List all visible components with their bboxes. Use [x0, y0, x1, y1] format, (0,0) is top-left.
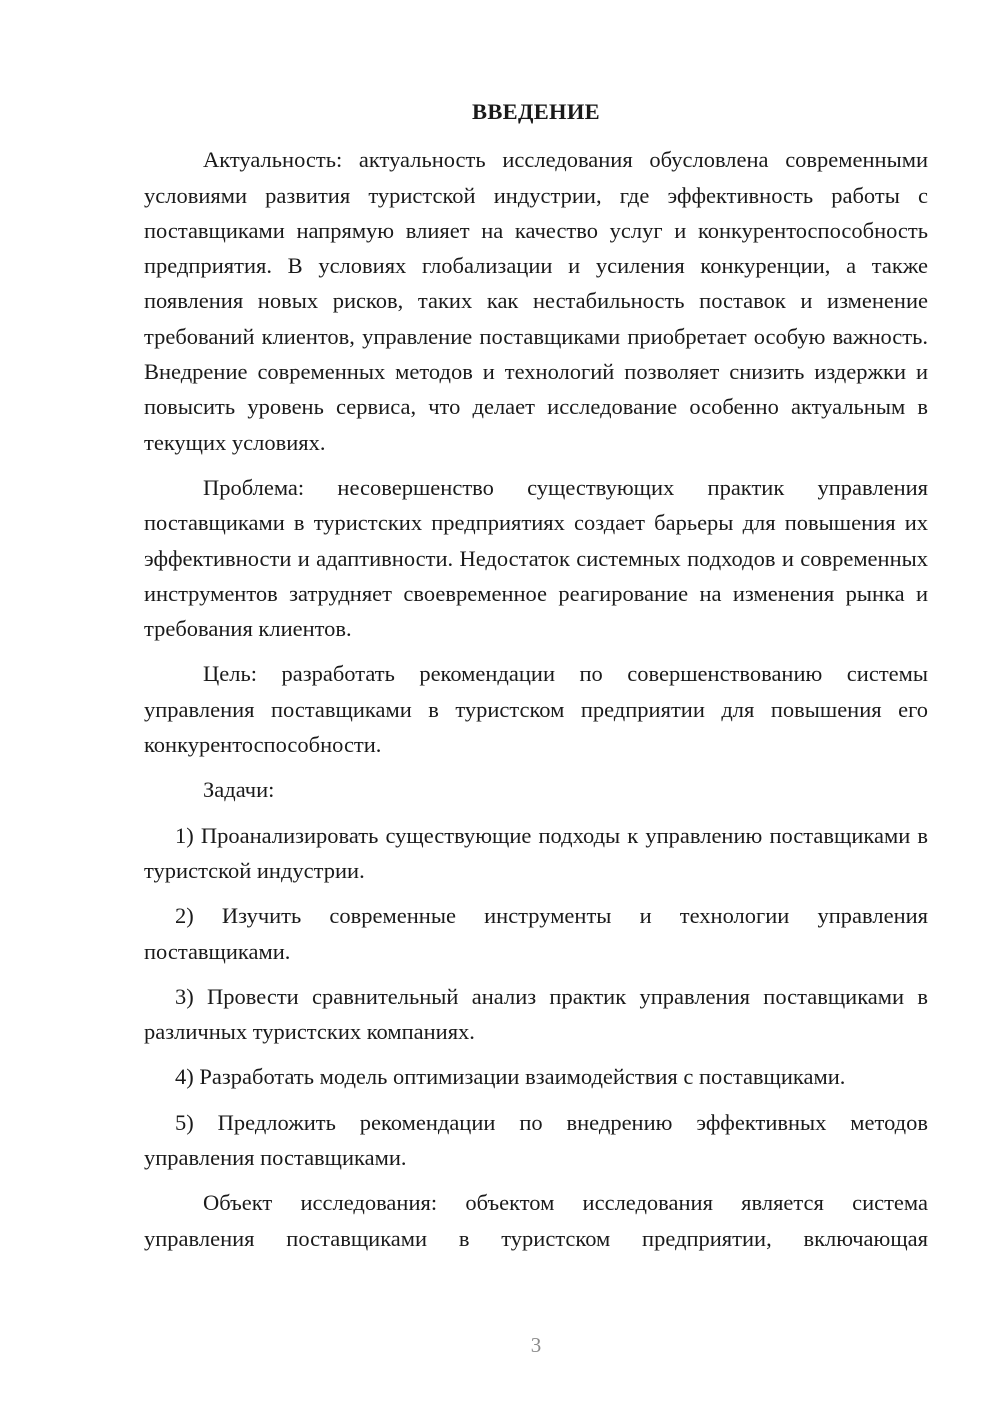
- paragraph-relevance: Актуальность: актуальность исследования обусловлена современными условиями развития туристской индустрии, где эффективность работы с поставщиками напрямую влияет на качество услуг и конкурентоспособность предприятия. В условиях глобализации и усиления конкуренции, а также появления новых рисков, таких как нестабильность поставок и изменение требований клиентов, управление поставщиками приобретает особую важность. Внедрение современных методов и технологий позволяет снизить издержки и повысить уровень сервиса, что делает исследование особенно актуальным в текущих условиях.: [144, 147, 928, 455]
- paragraph-tasks-label: Задачи:: [203, 777, 275, 803]
- section-heading: ВВЕДЕНИЕ: [472, 99, 600, 124]
- paragraph-problem: Проблема: несовершенство существующих практик управления поставщиками в туристских предприятиях создает барьеры для повышения их эффективности и адаптивности. Недостаток системных подходов и современных инструментов затрудняет своевременное реагирование на изменения рынка и требования клиентов.: [144, 474, 928, 642]
- task-item-5: 5) Предложить рекомендации по внедрению эффективных методов управления поставщиками.: [144, 1109, 928, 1171]
- paragraph-object: Объект исследования: объектом исследования является система управления поставщиками в туристском предприятии, включающая: [144, 1190, 928, 1251]
- task-item-1: 1) Проанализировать существующие подходы к управлению поставщиками в туристской индустрии.: [144, 822, 928, 883]
- page-content: [144, 94, 928, 1266]
- task-item-3: 3) Провести сравнительный анализ практик управления поставщиками в различных туристских компаниях.: [144, 983, 928, 1045]
- task-item-4: 4) Разработать модель оптимизации взаимодействия с поставщиками.: [175, 1064, 846, 1090]
- page-number: 3: [530, 1333, 542, 1357]
- task-item-2: 2) Изучить современные инструменты и технологии управления поставщиками.: [144, 903, 928, 964]
- paragraph-goal: Цель: разработать рекомендации по совершенствованию системы управления поставщиками в туристском предприятии для повышения его конкурентоспособности.: [144, 661, 928, 758]
